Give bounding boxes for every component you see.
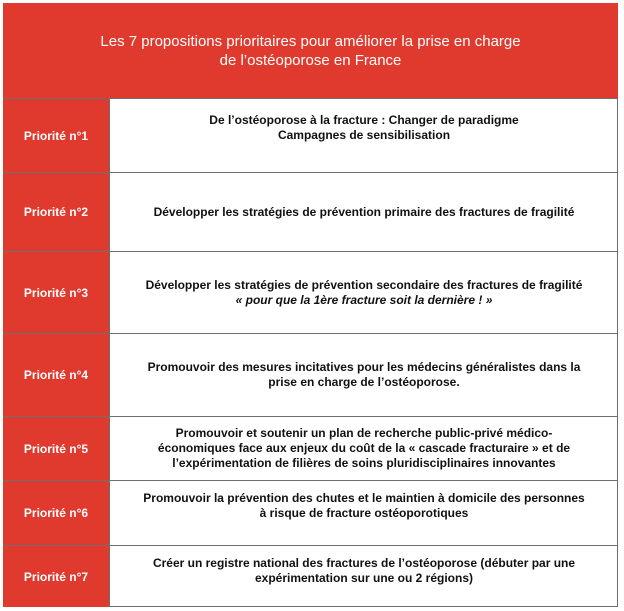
priority-text [110, 334, 618, 416]
priority-text-line: Promouvoir la prévention des chutes et le maintien à domicile des personnes [143, 491, 585, 505]
priority-text-line: Promouvoir des mesures incitatives pour les médecins généralistes dans la [147, 360, 581, 374]
table-row-priority-3 [3, 252, 618, 334]
priority-text [110, 99, 618, 172]
priority-text-line: à risque de fracture ostéoporotiques [259, 506, 469, 520]
priority-label: Priorité n°7 [3, 546, 110, 607]
priority-text-line: prise en charge de l’ostéoporose. [268, 375, 460, 389]
priority-label: Priorité n°1 [3, 99, 110, 172]
priority-text-line: Promouvoir et soutenir un plan de recherche public-privé médico- [175, 426, 553, 440]
priority-label: Priorité n°3 [3, 252, 110, 333]
priority-text-line: économiques face aux enjeux du coût de la « cascade fracturaire » et de [157, 441, 571, 455]
priority-text [110, 546, 618, 607]
header-title-line-2: de l’ostéoporose en France [219, 51, 402, 69]
priority-text-line: expérimentation sur une ou 2 régions) [254, 571, 474, 585]
table-row-priority-5 [3, 417, 618, 481]
priority-label: Priorité n°6 [3, 481, 110, 545]
priority-text-line: Campagnes de sensibilisation [277, 128, 451, 142]
priority-label: Priorité n°4 [3, 334, 110, 416]
priority-text-italic: « pour que la 1ère fracture soit la dernière ! » [235, 292, 493, 307]
priority-text [110, 481, 618, 545]
priority-text [110, 173, 618, 251]
table-header [3, 3, 618, 99]
table-row-priority-6 [3, 481, 618, 546]
priority-text-line: Développer les stratégies de prévention primaire des fractures de fragilité [153, 204, 575, 219]
priority-label: Priorité n°5 [3, 417, 110, 480]
priority-label: Priorité n°2 [3, 173, 110, 251]
table-row-priority-7 [3, 546, 618, 607]
priority-text [110, 417, 618, 480]
priority-text [110, 252, 618, 333]
table-row-priority-2 [3, 173, 618, 252]
priority-text-line: De l’ostéoporose à la fracture : Changer de paradigme [209, 113, 519, 127]
priority-text-line: l’expérimentation de filières de soins pluridisciplinaires innovantes [172, 456, 556, 470]
priority-text-line: Développer les stratégies de prévention secondaire des fractures de fragilité [145, 277, 583, 292]
table-row-priority-1 [3, 99, 618, 173]
header-title-line-1: Les 7 propositions prioritaires pour améliorer la prise en charge [100, 32, 521, 50]
priority-text-line: Créer un registre national des fractures de l’ostéoporose (débuter par une [152, 556, 576, 570]
table-row-priority-4 [3, 334, 618, 417]
